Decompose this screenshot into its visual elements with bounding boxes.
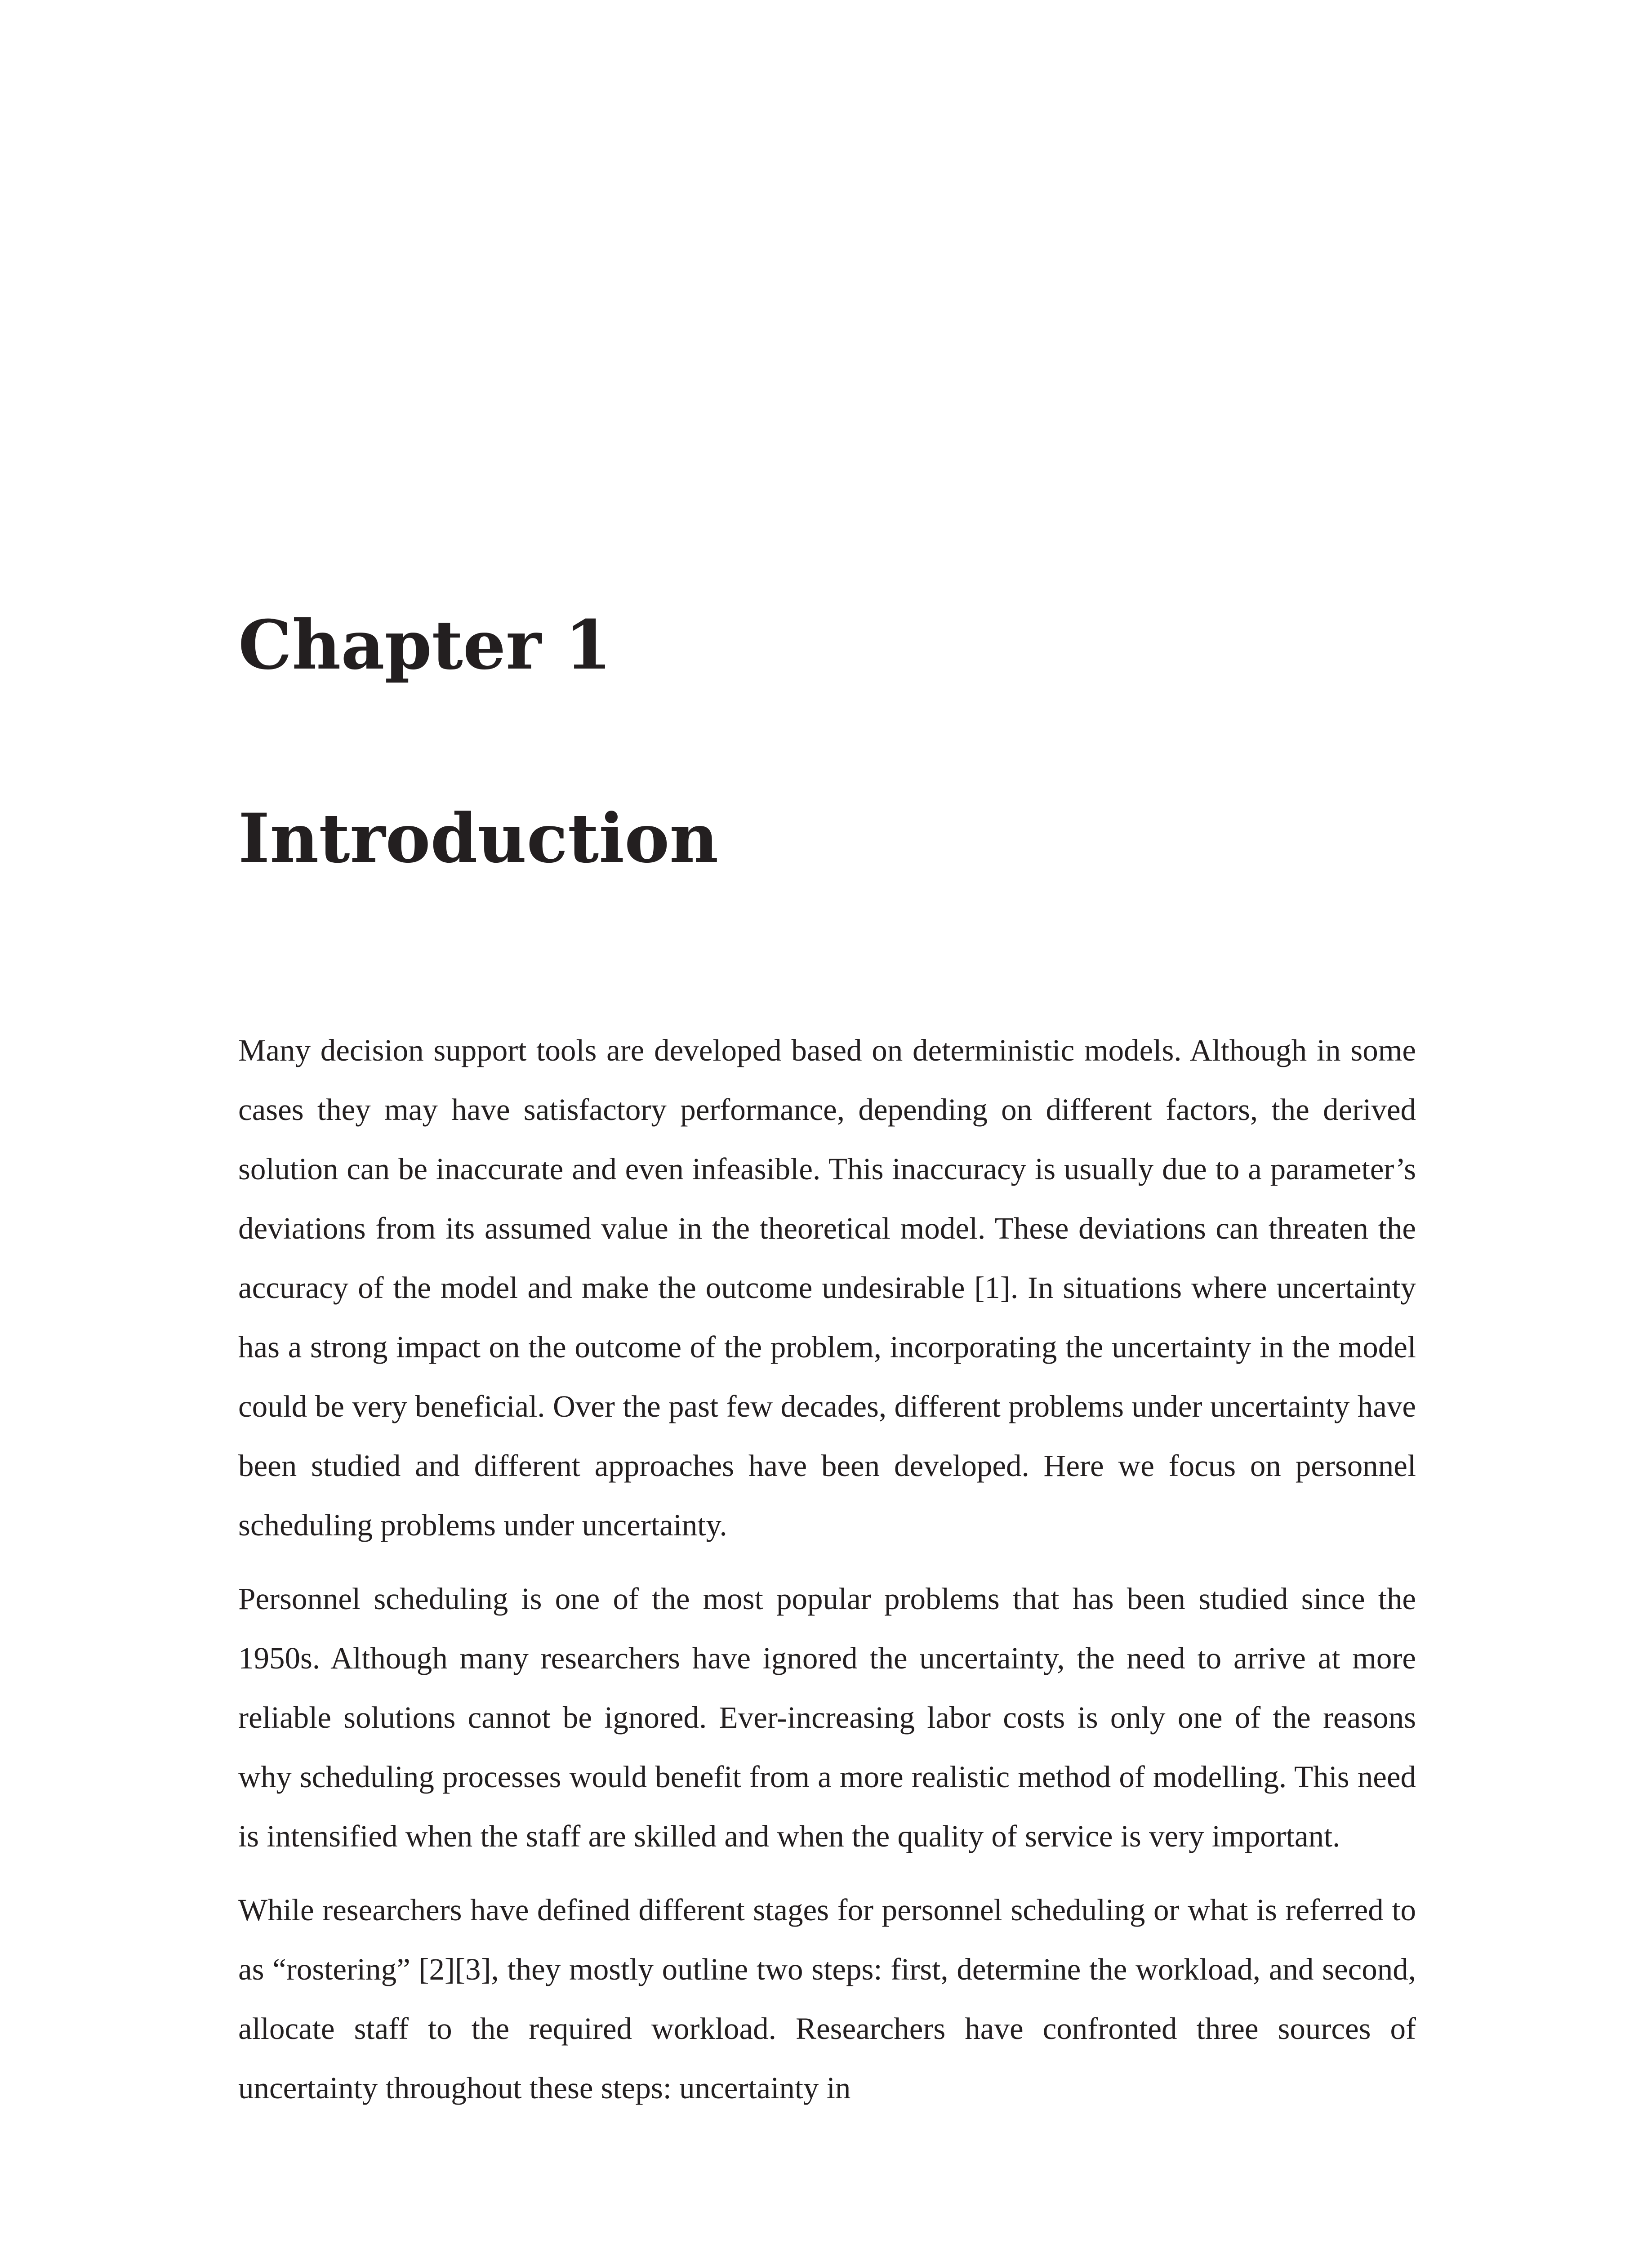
paragraph: Personnel scheduling is one of the most popular problems that has been studied since the 1950s. Although many researchers have ignored the uncertainty, the need to arrive at more reliable solutions cannot be ignored. Ever-increasing labor costs is only one of the reasons why scheduling processes would benefit from a more realistic method of modelling. This need is intensified when the staff are skilled and when the quality of service is very important.	[238, 1582, 1416, 1853]
paragraph: While researchers have defined different stages for personnel scheduling or what is referred to as “rostering” [2][3], they mostly outline two steps: first, determine the workload, and second, allocate staff to the required workload. Researchers have confronted three sources of uncertainty throughout these steps: uncertainty in	[238, 1893, 1416, 2105]
paragraph: Many decision support tools are developed based on deterministic models. Although in some cases they may have satisfactory performance, depending on different factors, the derived solution can be inaccurate and even infeasible. This inaccuracy is usually due to a parameter’s deviations from its assumed value in the theoretical model. These deviations can threaten the accuracy of the model and make the outcome undesirable [1]. In situations where uncertainty has a strong impact on the outcome of the problem, incorporating the uncertainty in the model could be very beneficial. Over the past few decades, different problems under uncertainty have been studied and different approaches have been developed. Here we focus on personnel scheduling problems under uncertainty.	[238, 1033, 1416, 1542]
chapter-title: Introduction	[238, 799, 719, 878]
chapter-number: Chapter 1	[238, 606, 612, 685]
body-text	[238, 1021, 1416, 2132]
